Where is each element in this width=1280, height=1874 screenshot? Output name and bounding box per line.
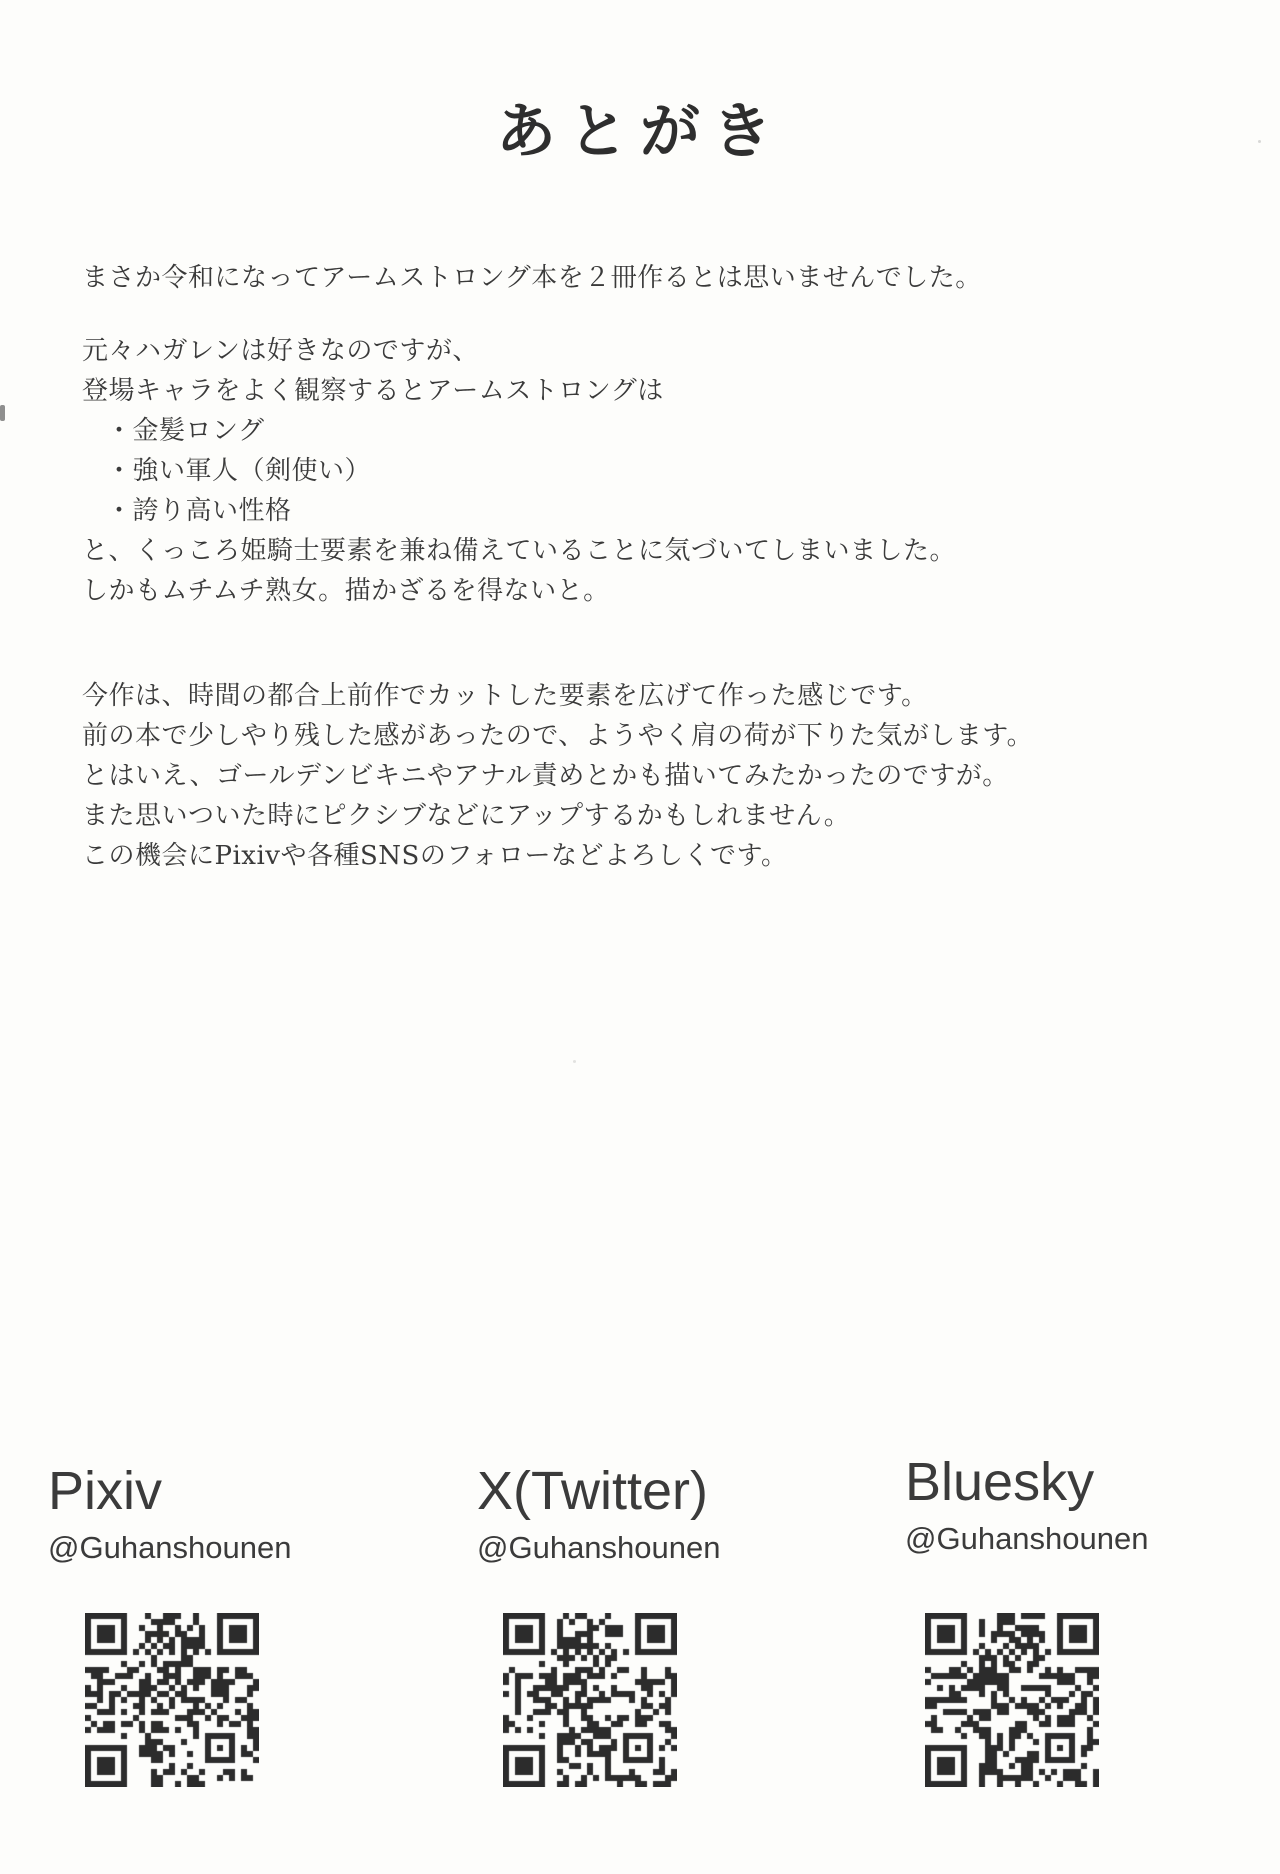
x-twitter-handle: @Guhanshounen	[477, 1530, 721, 1565]
bluesky-qr-code	[925, 1613, 1099, 1787]
bullet-item: ・強い軍人（剣使い）	[106, 456, 372, 486]
text-line: まさか令和になってアームストロング本を２冊作るとは思いませんでした。	[82, 263, 982, 293]
afterword-text	[82, 258, 1182, 876]
pixiv-qr-code	[85, 1613, 259, 1787]
text-line: 元々ハガレンは好きなのですが、	[82, 336, 479, 366]
text-line: この機会にPixivや各種SNSのフォローなどよろしくです。	[82, 841, 788, 871]
text-line: 登場キャラをよく観察するとアームストロングは	[82, 376, 664, 406]
x-twitter-platform-label: X(Twitter)	[477, 1461, 709, 1521]
text-line: 前の本で少しやり残した感があったので、ようやく肩の荷が下りた気がします。	[82, 721, 1034, 751]
page-title: あとがき	[496, 97, 784, 167]
bullet-item: ・金髪ロング	[106, 416, 265, 446]
pixiv-platform-label: Pixiv	[48, 1461, 163, 1521]
x-twitter-qr-code	[503, 1613, 677, 1787]
text-line: とはいえ、ゴールデンビキニやアナル責めとかも描いてみたかったのですが。	[82, 761, 1009, 791]
social-column-bluesky	[905, 1453, 1149, 1787]
bluesky-handle: @Guhanshounen	[905, 1521, 1149, 1556]
social-column-x-twitter	[477, 1462, 721, 1787]
text-line: しかもムチムチ熟女。描かざるを得ないと。	[82, 576, 610, 606]
scan-artifact	[1258, 140, 1261, 143]
scan-artifact	[573, 1060, 576, 1063]
text-line: と、くっころ姫騎士要素を兼ね備えていることに気づいてしまいました。	[82, 536, 956, 566]
scan-artifact	[0, 405, 5, 421]
text-line: また思いついた時にピクシブなどにアップするかもしれません。	[82, 801, 851, 831]
bluesky-platform-label: Bluesky	[905, 1452, 1095, 1512]
social-column-pixiv	[48, 1462, 292, 1787]
text-line: 今作は、時間の都合上前作でカットした要素を広げて作った感じです。	[82, 681, 928, 711]
bullet-item: ・誇り高い性格	[106, 496, 292, 526]
pixiv-handle: @Guhanshounen	[48, 1530, 292, 1565]
